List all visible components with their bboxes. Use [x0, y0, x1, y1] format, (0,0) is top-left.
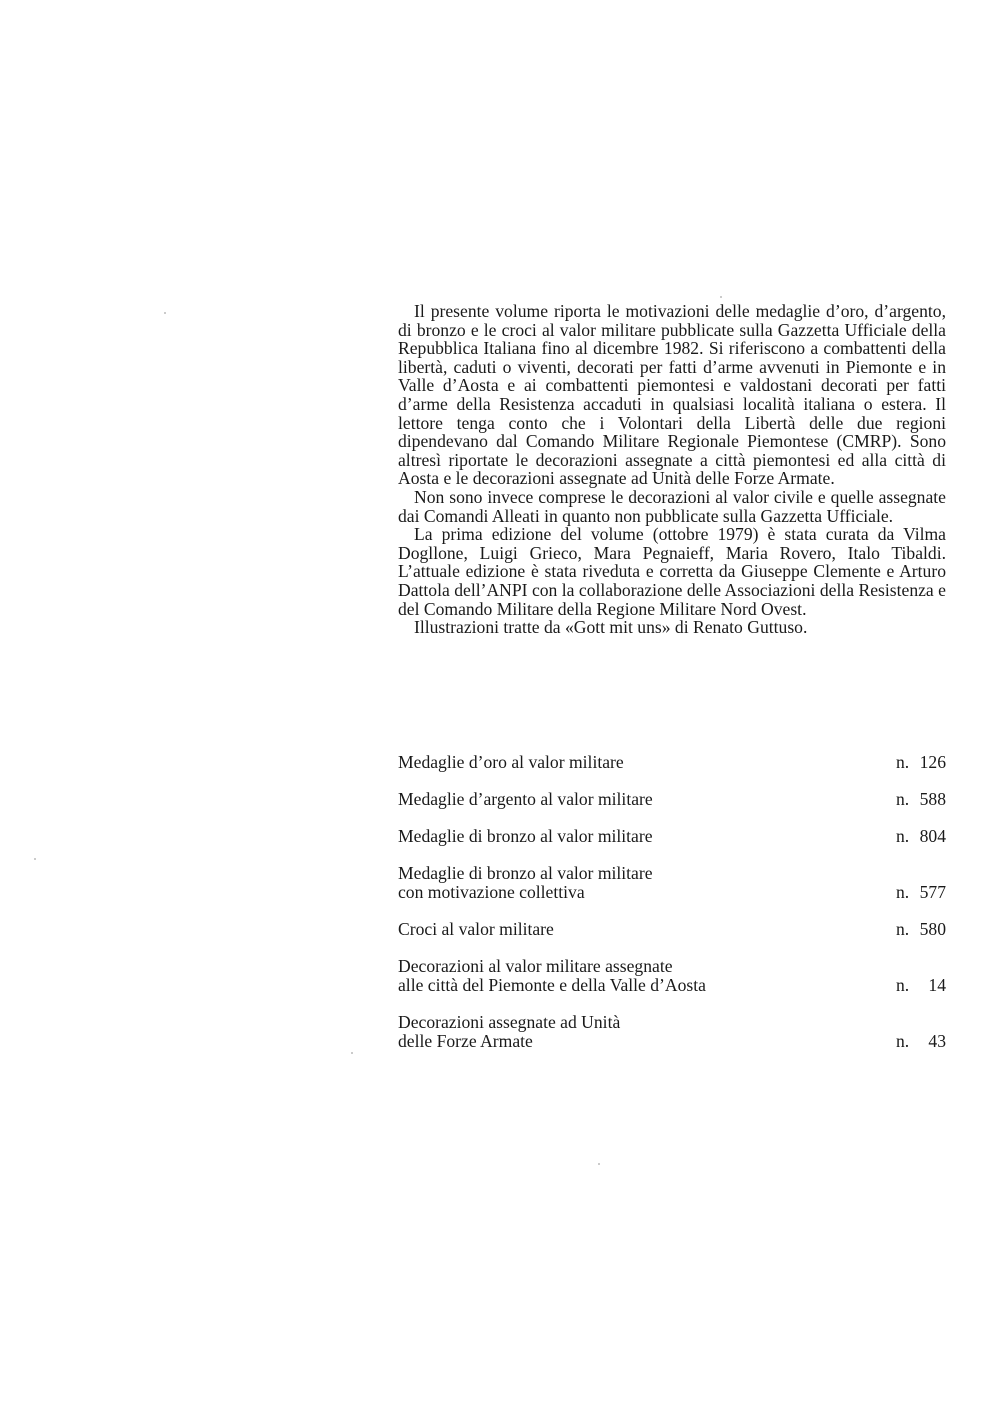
count-value: 588: [919, 789, 946, 809]
scan-speck: [720, 296, 722, 298]
summary-label-line: Medaglie d’oro al valor militare: [398, 752, 624, 772]
summary-count: [896, 920, 946, 939]
summary-label: [398, 1013, 620, 1051]
intro-paragraph: Illustrazioni tratte da «Gott mit uns» di Renato Guttuso.: [414, 617, 808, 638]
summary-row: [398, 790, 946, 809]
summary-count: [896, 976, 946, 995]
summary-label-line: alle città del Piemonte e della Valle d’Aosta: [398, 975, 706, 995]
count-prefix: n.: [896, 826, 910, 846]
count-prefix: n.: [896, 919, 910, 939]
summary-row: [398, 753, 946, 772]
count-prefix: n.: [896, 752, 910, 772]
summary-label-line: Decorazioni al valor militare assegnate: [398, 956, 673, 976]
summary-count: [896, 753, 946, 772]
summary-label: [398, 864, 653, 902]
count-value: 43: [928, 1031, 946, 1051]
summary-label-line: Medaglie di bronzo al valor militare: [398, 863, 653, 883]
summary-label-line: Medaglie d’argento al valor militare: [398, 789, 653, 809]
decorations-summary: [398, 753, 946, 1069]
summary-count: [896, 883, 946, 902]
count-value: 14: [928, 975, 946, 995]
summary-label-line: delle Forze Armate: [398, 1031, 533, 1051]
count-prefix: n.: [896, 975, 910, 995]
summary-count: [896, 1032, 946, 1051]
summary-label: [398, 790, 653, 809]
count-value: 804: [919, 826, 946, 846]
intro-paragraph: La prima edizione del volume (ottobre 1979) è stata curata da Vilma Dogllone, Luigi Grieco, Mara Pegnaieff, Maria Rovero, Italo Tibaldi. L’attuale edizione è stata riveduta e corretta da Giuseppe Clemente e Arturo Dattola dell’ANPI con la collaborazione delle Associazioni della Resistenza e del Comando Militare della Regione Militare Nord Ovest.: [398, 524, 946, 619]
intro-paragraph: Il presente volume riporta le motivazioni delle medaglie d’oro, d’argento, di bronzo e le croci al valor militare pubblicate sulla Gazzetta Ufficiale della Repubblica Italiana fino al dicembre 1982. Si riferiscono a combattenti della libertà, caduti o viventi, decorati per fatti d’arme avvenuti in Piemonte e in Valle d’Aosta e ai combattenti piemontesi e valdostani decorati per fatti d’arme della Resistenza accaduti in qualsiasi località italiana o estera. Il lettore tenga conto che i Volontari della Libertà delle due regioni dipendevano dal Comando Militare Regionale Piemontese (CMRP). Sono altresì riportate le decorazioni assegnate a città piemontesi ed alla città di Aosta e le decorazioni assegnate ad Unità delle Forze Armate.: [398, 301, 946, 489]
summary-count: [896, 790, 946, 809]
summary-label: [398, 920, 554, 939]
intro-paragraph: Non sono invece comprese le decorazioni al valor civile e quelle assegnate dai Comandi Alleati in quanto non pubblicate sulla Gazzetta Ufficiale.: [398, 486, 946, 526]
summary-row: [398, 920, 946, 939]
summary-row: [398, 827, 946, 846]
summary-label: [398, 827, 653, 846]
count-prefix: n.: [896, 882, 910, 902]
summary-label-line: Medaglie di bronzo al valor militare: [398, 826, 653, 846]
count-value: 577: [919, 882, 946, 902]
count-prefix: n.: [896, 789, 910, 809]
summary-label-line: Decorazioni assegnate ad Unità: [398, 1012, 621, 1032]
summary-label: [398, 753, 624, 772]
count-value: 580: [919, 919, 946, 939]
scan-speck: [34, 858, 36, 860]
count-value: 126: [919, 752, 946, 772]
count-prefix: n.: [896, 1031, 910, 1051]
scan-speck: [351, 1052, 353, 1054]
summary-row: [398, 957, 946, 995]
scan-speck: [164, 312, 166, 314]
scan-speck: [598, 1163, 600, 1165]
summary-label: [398, 957, 706, 995]
summary-label-line: con motivazione collettiva: [398, 882, 585, 902]
summary-row: [398, 1013, 946, 1051]
summary-label-line: Croci al valor militare: [398, 919, 554, 939]
summary-row: [398, 864, 946, 902]
summary-count: [896, 827, 946, 846]
intro-text: [398, 302, 946, 637]
